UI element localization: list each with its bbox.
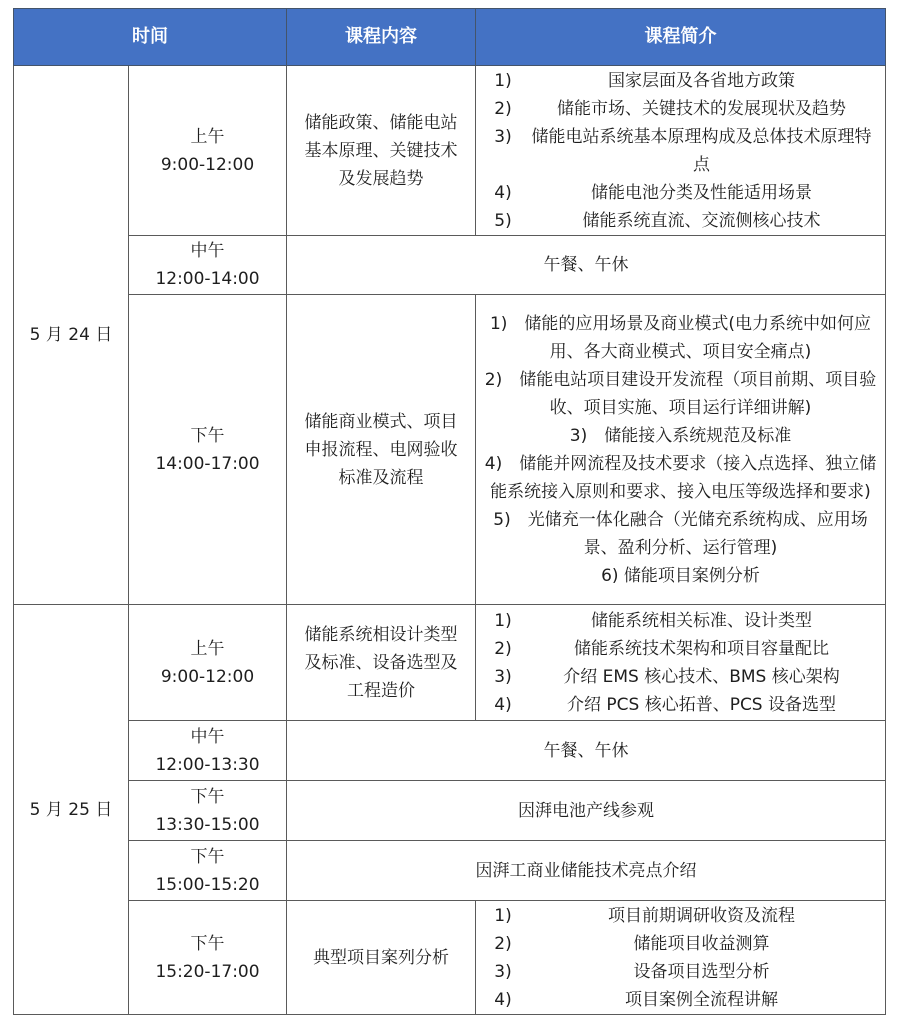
list-item: 6) 储能项目案例分析 [601,565,760,586]
item-number: 2) [494,98,512,119]
time-range: 14:00-17:00 [155,453,260,474]
time-range: 12:00-14:00 [155,269,260,289]
item-number: 1) [494,70,512,91]
header-content: 课程内容 [287,9,476,66]
table-row [14,841,886,901]
merged-activity-cell: 午餐、午休 [287,721,886,781]
header-time: 时间 [14,9,287,66]
list-item: 5) 光储充一体化融合（光储充系统构成、应用场景、盈利分析、运行管理) [493,509,868,558]
time-range: 12:00-13:30 [155,754,260,775]
time-label: 下午 [190,933,225,954]
list-item [482,207,879,235]
item-number: 3) [494,666,512,687]
time-cell [129,721,287,781]
time-cell [129,605,287,721]
table-row [14,66,886,236]
time-cell [129,236,287,295]
schedule-table [13,8,886,1015]
item-number: 1) [494,610,512,631]
time-label: 上午 [190,638,225,659]
list-item [482,691,879,719]
list-item: 4) 储能并网流程及技术要求（接入点选择、独立储能系统接入原则和要求、接入电压等级选择和要求) [484,453,877,502]
list-item [482,663,879,691]
content-cell: 储能商业模式、项目申报流程、电网验收标准及流程 [287,295,476,605]
item-number: 5) [494,210,512,231]
item-number: 1) [494,905,512,926]
header-row [14,9,886,66]
time-range: 9:00-12:00 [160,154,255,175]
table-row [14,605,886,721]
time-label: 下午 [190,846,225,867]
item-text: 储能项目收益测算 [633,933,770,954]
header-intro: 课程简介 [476,9,886,66]
time-label: 下午 [190,786,225,807]
item-text: 储能市场、关键技术的发展现状及趋势 [557,98,846,119]
merged-activity-cell: 午餐、午休 [287,236,886,295]
list-item [482,179,879,207]
list-item: 1) 储能的应用场景及商业模式(电力系统中如何应用、各大商业模式、项目安全痛点) [489,313,872,362]
list-item [482,123,879,179]
item-text: 项目案例全流程讲解 [625,989,778,1010]
intro-cell [476,66,886,236]
time-cell [129,66,287,236]
intro-cell [476,295,886,605]
item-number: 2) [494,933,512,954]
list-item: 3) 储能接入系统规范及标准 [569,425,792,446]
date-cell: 5 月 25 日 [14,605,129,1015]
item-number: 3) [494,961,512,982]
item-text: 介绍 PCS 核心拓普、PCS 设备选型 [566,694,837,715]
item-number: 4) [494,989,512,1010]
item-text: 设备项目选型分析 [633,961,770,982]
list-item [482,635,879,663]
item-number: 4) [494,182,512,203]
list-item [482,930,879,958]
merged-activity-cell: 因湃电池产线参观 [287,781,886,841]
table-row [14,236,886,295]
table-row [14,295,886,605]
date-cell: 5 月 24 日 [14,66,129,605]
list-item: 2) 储能电站项目建设开发流程（项目前期、项目验收、项目实施、项目运行详细讲解) [484,369,877,418]
item-text: 储能电池分类及性能适用场景 [591,182,812,203]
time-range: 15:20-17:00 [155,961,260,982]
list-item [482,958,879,986]
time-cell [129,841,287,901]
table-row [14,901,886,1015]
item-text: 介绍 EMS 核心技术、BMS 核心架构 [563,666,840,687]
time-label: 中午 [190,726,225,747]
time-cell [129,901,287,1015]
table-row [14,781,886,841]
intro-cell [476,901,886,1015]
item-number: 3) [494,126,512,147]
item-text: 储能电站系统基本原理构成及总体技术原理特点 [531,126,872,175]
item-number: 4) [494,694,512,715]
time-label: 上午 [190,126,225,147]
content-cell: 储能系统相设计类型及标准、设备选型及工程造价 [287,605,476,721]
time-cell [129,781,287,841]
merged-activity-cell: 因湃工商业储能技术亮点介绍 [287,841,886,901]
item-text: 国家层面及各省地方政策 [608,70,795,91]
time-range: 15:00-15:20 [155,874,260,895]
time-label: 中午 [190,241,225,261]
list-item [482,902,879,930]
item-text: 储能系统直流、交流侧核心技术 [582,210,821,231]
intro-cell [476,605,886,721]
item-text: 储能系统技术架构和项目容量配比 [574,638,829,659]
list-item [482,95,879,123]
content-cell: 典型项目案列分析 [287,901,476,1015]
time-range: 13:30-15:00 [155,814,260,835]
time-cell [129,295,287,605]
item-number: 2) [494,638,512,659]
list-item [482,67,879,95]
item-text: 储能系统相关标准、设计类型 [591,610,812,631]
list-item [482,986,879,1014]
time-label: 下午 [190,425,225,446]
content-cell: 储能政策、储能电站基本原理、关键技术及发展趋势 [287,66,476,236]
table-row [14,721,886,781]
item-text: 项目前期调研收资及流程 [608,905,795,926]
time-range: 9:00-12:00 [160,666,255,687]
list-item [482,607,879,635]
